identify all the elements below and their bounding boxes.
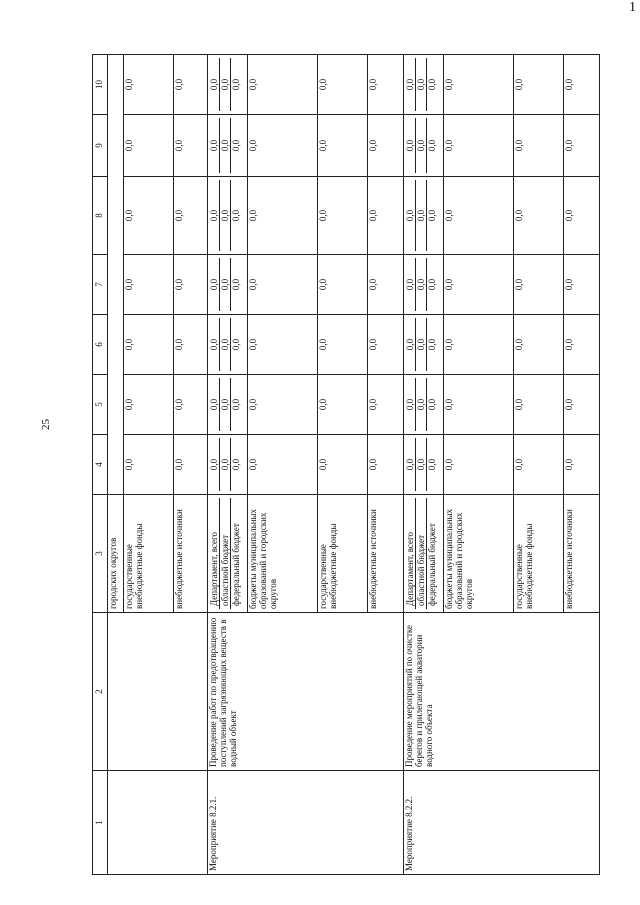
source-label: внебюджетные источники [368, 495, 404, 613]
value-cell: 0,0 [124, 177, 174, 255]
value-cell: 0,0 [220, 378, 231, 431]
value-cell: 0,0 [248, 375, 318, 435]
value-cell: 0,0 [405, 180, 416, 251]
value-cell: 0,0 [220, 438, 231, 491]
value-cell: 0,0 [209, 58, 220, 111]
source-label: областной бюджет [416, 498, 427, 609]
value-cell: 0,0 [209, 180, 220, 251]
value-stack [208, 255, 248, 315]
value-stack [208, 315, 248, 375]
source-label: государственные внебюджетные фонды [514, 495, 564, 613]
value-cell: 0,0 [368, 115, 404, 177]
table-row [404, 55, 444, 875]
value-cell: 0,0 [514, 255, 564, 315]
source-label: Департамент, всего [209, 498, 220, 609]
value-cell: 0,0 [368, 435, 404, 495]
value-stack [404, 177, 444, 255]
source-label: федеральный бюджет [231, 523, 241, 606]
source-label: внебюджетные источники [174, 495, 208, 613]
value-cell: 0,0 [248, 255, 318, 315]
value-cell: 0,0 [405, 378, 416, 431]
source-label: государственные внебюджетные фонды [318, 495, 368, 613]
value-cell: 0,0 [444, 115, 514, 177]
value-cell: 0,0 [514, 55, 564, 115]
value-cell: 0,0 [209, 118, 220, 173]
source-label: внебюджетные источники [564, 495, 600, 613]
value-stack [208, 435, 248, 495]
activity-name: Проведение работ по предотвращению поступлений загрязняющих веществ в водный объект [208, 613, 404, 771]
value-cell: 0,0 [231, 139, 241, 152]
value-cell: 0,0 [174, 55, 208, 115]
value-cell: 0,0 [564, 177, 600, 255]
value-cell: 0,0 [564, 55, 600, 115]
value-cell: 0,0 [220, 118, 231, 173]
source-label: городских округов [108, 495, 124, 613]
value-cell: 0,0 [220, 318, 231, 371]
value-cell: 0,0 [368, 315, 404, 375]
source-label: федеральный бюджет [427, 523, 437, 606]
value-cell: 0,0 [368, 177, 404, 255]
source-stack-labels [208, 495, 248, 613]
value-cell: 0,0 [427, 338, 437, 351]
value-cell: 0,0 [248, 177, 318, 255]
value-cell: 0,0 [174, 115, 208, 177]
value-cell: 0,0 [231, 78, 241, 91]
value-cell: 0,0 [444, 177, 514, 255]
source-stack-labels [404, 495, 444, 613]
header-cell: 10 [93, 55, 108, 115]
value-cell: 0,0 [231, 209, 241, 222]
source-label: бюджеты муниципальных образований и городских округов [444, 495, 514, 613]
value-cell: 0,0 [318, 177, 368, 255]
header-cell: 6 [93, 315, 108, 375]
table-body [93, 55, 600, 875]
value-cell: 0,0 [444, 375, 514, 435]
rotated-table-wrapper [92, 55, 574, 875]
value-stack [404, 315, 444, 375]
value-stack [404, 375, 444, 435]
value-cell: 0,0 [368, 255, 404, 315]
value-cell: 0,0 [405, 318, 416, 371]
value-cell: 0,0 [248, 55, 318, 115]
value-stack [404, 115, 444, 177]
header-cell: 7 [93, 255, 108, 315]
value-cell: 0,0 [318, 115, 368, 177]
value-cell: 0,0 [427, 209, 437, 222]
value-cell: 0,0 [318, 315, 368, 375]
value-cell: 0,0 [405, 438, 416, 491]
value-cell: 0,0 [427, 278, 437, 291]
page-number: 25 [40, 419, 52, 430]
value-cell: 0,0 [514, 315, 564, 375]
value-cell: 0,0 [174, 177, 208, 255]
value-cell: 0,0 [124, 115, 174, 177]
value-cell: 0,0 [124, 315, 174, 375]
value-cell: 0,0 [564, 315, 600, 375]
value-cell: 0,0 [231, 338, 241, 351]
header-cell: 3 [93, 495, 108, 613]
header-row [93, 55, 108, 875]
value-cell: 0,0 [416, 58, 427, 111]
activity-code: Мероприятие 8.2.2. [404, 771, 600, 875]
table-row [108, 55, 124, 875]
header-cell: 4 [93, 435, 108, 495]
value-cell: 0,0 [318, 375, 368, 435]
value-stack [208, 115, 248, 177]
activity-name-cell [108, 613, 208, 771]
value-cell: 0,0 [416, 180, 427, 251]
value-cell: 0,0 [514, 375, 564, 435]
value-cell: 0,0 [444, 435, 514, 495]
header-cell: 5 [93, 375, 108, 435]
table-row [208, 55, 248, 875]
value-cell: 0,0 [220, 58, 231, 111]
value-cell: 0,0 [427, 458, 437, 471]
value-cell: 0,0 [564, 435, 600, 495]
value-cell: 0,0 [124, 375, 174, 435]
value-cell: 0,0 [427, 139, 437, 152]
value-cell: 0,0 [444, 315, 514, 375]
value-cell: 0,0 [514, 177, 564, 255]
header-cell: 2 [93, 613, 108, 771]
corner-mark: 1 [629, 0, 636, 15]
value-cell: 0,0 [248, 315, 318, 375]
value-cell: 0,0 [174, 315, 208, 375]
value-cell: 0,0 [220, 258, 231, 311]
value-cell: 0,0 [248, 435, 318, 495]
value-cell: 0,0 [405, 118, 416, 173]
header-cell: 1 [93, 771, 108, 875]
activity-code: Мероприятие 8.2.1. [208, 771, 404, 875]
value-stack [208, 375, 248, 435]
value-stack [404, 435, 444, 495]
value-cell: 0,0 [416, 258, 427, 311]
value-cell: 0,0 [124, 255, 174, 315]
value-stack [404, 55, 444, 115]
value-stack [208, 55, 248, 115]
value-cell: 0,0 [368, 375, 404, 435]
value-cell: 0,0 [318, 55, 368, 115]
value-cell: 0,0 [427, 78, 437, 91]
value-cell: 0,0 [209, 258, 220, 311]
value-cell: 0,0 [444, 255, 514, 315]
value-cell: 0,0 [174, 255, 208, 315]
value-cell: 0,0 [564, 255, 600, 315]
value-cell: 0,0 [209, 378, 220, 431]
header-cell: 8 [93, 177, 108, 255]
value-cell: 0,0 [514, 435, 564, 495]
value-cell: 0,0 [416, 378, 427, 431]
value-cell: 0,0 [209, 438, 220, 491]
value-cell: 0,0 [564, 375, 600, 435]
value-cell: 0,0 [416, 318, 427, 371]
value-cell: 0,0 [209, 318, 220, 371]
value-cell: 0,0 [318, 255, 368, 315]
source-label: государственные внебюджетные фонды [124, 495, 174, 613]
value-cell: 0,0 [124, 55, 174, 115]
value-cell: 0,0 [318, 435, 368, 495]
value-stack [208, 177, 248, 255]
value-stack [404, 255, 444, 315]
value-cell: 0,0 [564, 115, 600, 177]
value-cell: 0,0 [444, 55, 514, 115]
value-cell: 0,0 [231, 278, 241, 291]
value-cell: 0,0 [427, 398, 437, 411]
empty-cell [108, 55, 124, 495]
value-cell: 0,0 [405, 258, 416, 311]
value-cell: 0,0 [231, 398, 241, 411]
value-cell: 0,0 [416, 438, 427, 491]
value-cell: 0,0 [405, 58, 416, 111]
budget-table [92, 54, 600, 875]
value-cell: 0,0 [368, 55, 404, 115]
activity-code-cell [108, 771, 208, 875]
value-cell: 0,0 [174, 435, 208, 495]
value-cell: 0,0 [124, 435, 174, 495]
value-cell: 0,0 [248, 115, 318, 177]
value-cell: 0,0 [416, 118, 427, 173]
header-cell: 9 [93, 115, 108, 177]
value-cell: 0,0 [514, 115, 564, 177]
value-cell: 0,0 [220, 180, 231, 251]
activity-name: Проведение мероприятий по очистке берегов и прилегающей акватории водного объекта [404, 613, 600, 771]
source-label: бюджеты муниципальных образований и городских округов [248, 495, 318, 613]
source-label: областной бюджет [220, 498, 231, 609]
value-cell: 0,0 [174, 375, 208, 435]
value-cell: 0,0 [231, 458, 241, 471]
source-label: Департамент, всего [405, 498, 416, 609]
